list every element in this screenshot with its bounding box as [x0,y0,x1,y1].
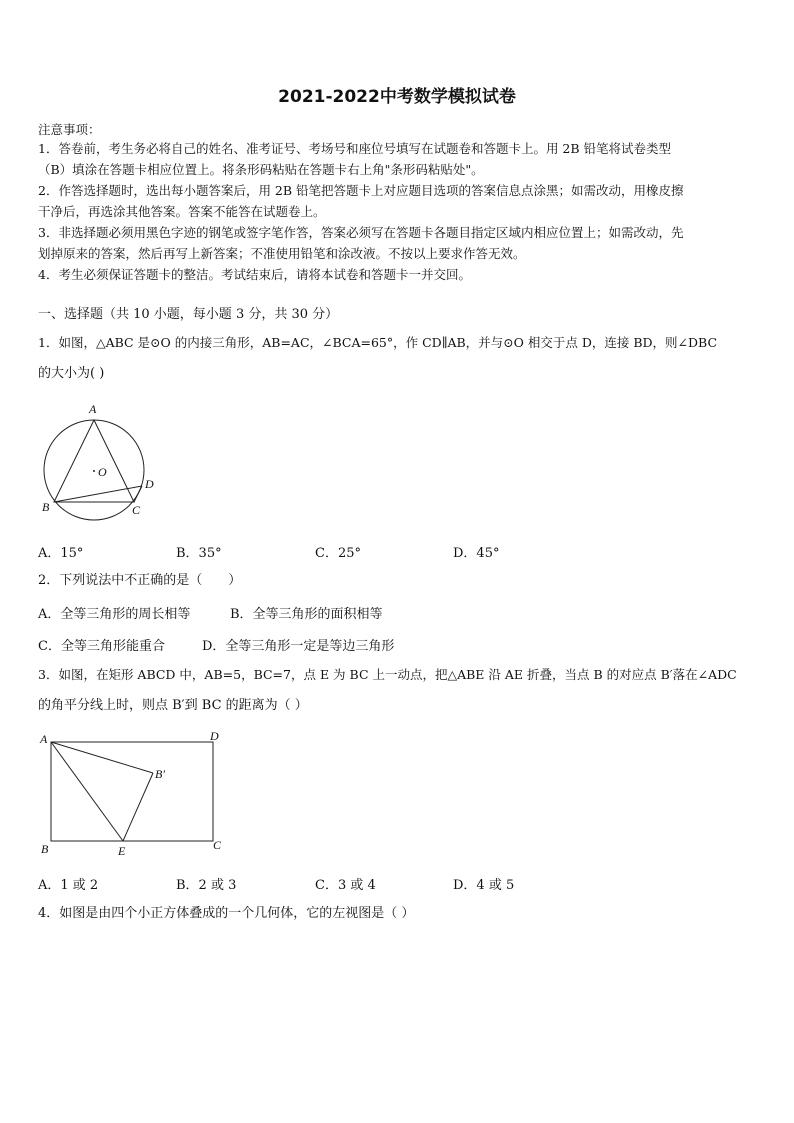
rectangle-abcd [51,742,213,841]
question-3-stem: 3．如图，在矩形 ABCD 中，AB=5，BC=7，点 E 为 BC 上一动点，把△ABE 沿 AE 折叠，当点 B 的对应点 B′落在∠ADC [38,667,737,682]
notice-heading: 注意事项： [38,122,101,137]
q1-option-d: D．45° [453,546,500,561]
label-o: O [98,465,107,479]
q2-option-b: B．全等三角形的面积相等 [230,607,383,622]
question-1-stem: 1．如图，△ABC 是⊙O 的内接三角形，AB=AC，∠BCA=65°，作 CD∥AB，并与⊙O 相交于点 D，连接 BD，则∠DBC [38,335,718,350]
label-c: C [132,503,141,517]
q3-option-b: B．2 或 3 [176,878,237,893]
notice-line: 干净后，再选涂其他答案。答案不能答在试题卷上。 [38,204,326,219]
q1-option-a: A．15° [38,546,84,561]
notice-line: 1．答卷前，考生务必将自己的姓名、准考证号、考场号和座位号填写在试题卷和答题卡上。用 2B 铅笔将试卷类型 [38,141,672,156]
label-c: C [213,838,222,852]
label-b: B [41,842,49,856]
q3-option-a: A．1 或 2 [38,878,99,893]
question-1-figure [36,398,166,523]
segment-bd [54,486,142,502]
label-a: A [40,732,48,746]
section-heading: 一、选择题（共 10 小题，每小题 3 分，共 30 分） [38,307,339,322]
q3-option-d: D．4 或 5 [453,878,515,893]
question-2-stem: 2．下列说法中不正确的是（ ） [38,573,242,588]
q3-option-c: C．3 或 4 [315,878,376,893]
label-e: E [118,844,126,858]
center-point [93,470,95,472]
notice-line: 3．非选择题必须用黑色字迹的钢笔或签字笔作答，答案必须写在答题卡各题目指定区域内相应位置上；如需改动，先 [38,225,684,240]
label-d: D [210,729,219,743]
page-title: 2021-2022中考数学模拟试卷 [278,87,516,107]
segment-eb-prime [123,773,153,841]
q2-option-c: C．全等三角形能重合 [38,639,165,654]
q2-option-d: D．全等三角形一定是等边三角形 [202,639,395,654]
notice-line: 划掉原来的答案，然后再写上新答案；不准使用铅笔和涂改液。不按以上要求作答无效。 [38,246,526,261]
question-3-figure [36,728,236,860]
q1-option-c: C．25° [315,546,361,561]
segment-ae [51,742,123,841]
label-b-prime: B′ [155,767,165,781]
label-a: A [89,402,97,416]
q1-option-b: B．35° [176,546,222,561]
q2-option-a: A．全等三角形的周长相等 [38,607,191,622]
question-3-stem-cont: 的角平分线上时，则点 B′到 BC 的距离为（ ） [38,698,308,713]
question-1-stem-cont: 的大小为( ) [38,366,105,381]
notice-line: 2．作答选择题时，选出每小题答案后，用 2B 铅笔把答题卡上对应题目选项的答案信息点涂黑；如需改动，用橡皮擦 [38,183,684,198]
question-4-stem: 4．如图是由四个小正方体叠成的一个几何体，它的左视图是（ ） [38,906,415,921]
notice-line: （B）填涂在答题卡相应位置上。将条形码粘贴在答题卡右上角"条形码粘贴处"。 [38,162,484,177]
notice-line: 4．考生必须保证答题卡的整洁。考试结束后，请将本试卷和答题卡一并交回。 [38,267,471,282]
segment-ab-prime [51,742,153,773]
segment-cd [134,486,142,502]
label-b: B [42,500,50,514]
label-d: D [145,477,154,491]
